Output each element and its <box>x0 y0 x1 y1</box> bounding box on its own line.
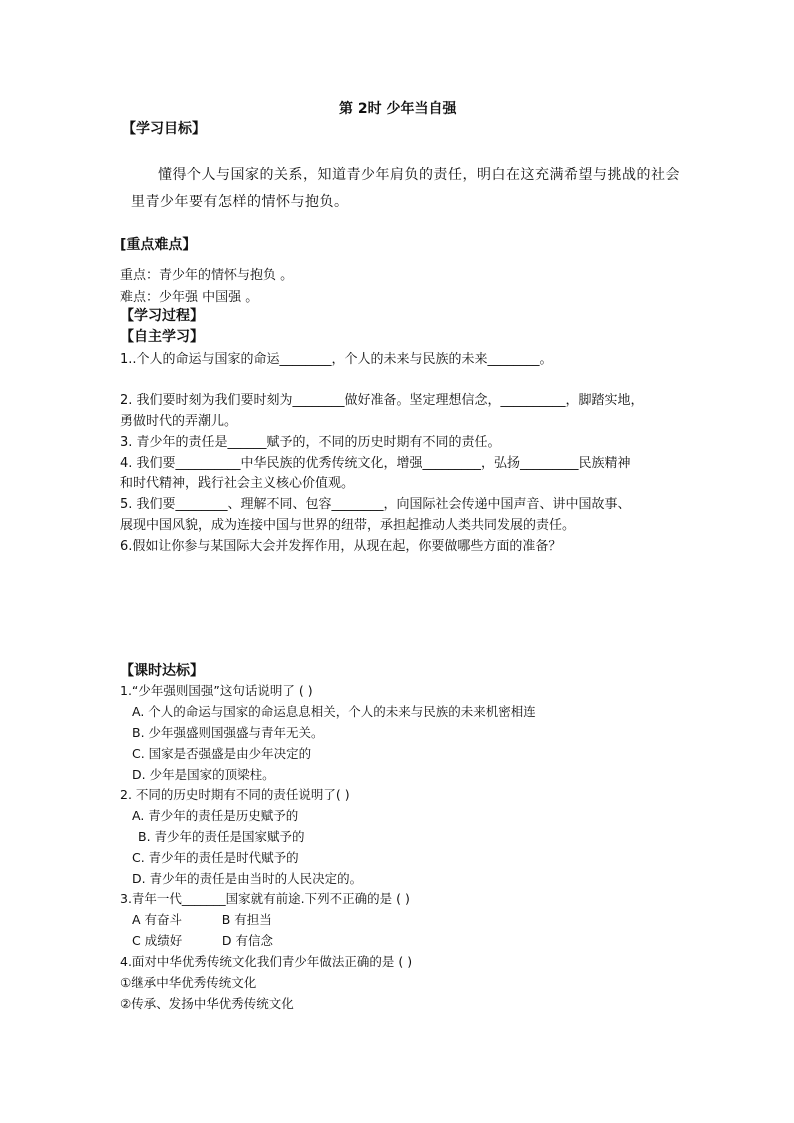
objectives-line-1: 懂得个人与国家的关系，知道青少年肩负的责任，明白在这充满希望与挑战的社会 <box>158 167 680 183</box>
practice-q3-options-ab: A 有奋斗 B 有担当 <box>132 912 272 927</box>
practice-q1-option-d: D. 少年是国家的顶梁柱。 <box>132 767 275 782</box>
objectives-heading: 【学习目标】 <box>122 121 206 137</box>
practice-q1-option-a: A. 个人的命运与国家的命运息息相关，个人的未来与民族的未来机密相连 <box>132 704 536 719</box>
self-study-q2-line-2: 勇做时代的弄潮儿。 <box>120 414 238 429</box>
self-study-q5-line-1: 5. 我们要________、理解不同、包容________，向国际社会传递中国声音、讲中国故事、 <box>120 497 631 512</box>
objectives-line-2: 里青少年要有怎样的情怀与抱负。 <box>131 194 349 210</box>
keypoints-heading: [重点难点】 <box>120 237 197 253</box>
practice-q3-options-cd: C 成绩好 D 有信念 <box>132 933 274 948</box>
process-heading: 【学习过程】 <box>120 308 204 324</box>
practice-heading: 【课时达标】 <box>120 663 204 679</box>
page-title: 第 2时 少年当自强 <box>339 101 457 117</box>
self-study-q1: 1..个人的命运与国家的命运________，个人的未来与民族的未来________。 <box>120 352 553 367</box>
self-study-heading: 【自主学习】 <box>120 329 204 345</box>
self-study-q4-line-1: 4. 我们要__________中华民族的优秀传统文化，增强_________，弘扬_________民族精神 <box>120 456 631 471</box>
self-study-q4-line-2: 和时代精神，践行社会主义核心价值观。 <box>120 476 355 491</box>
self-study-q6: 6.假如让你参与某国际大会并发挥作用，从现在起，你要做哪些方面的准备？ <box>120 539 562 554</box>
self-study-q5-line-2: 展现中国风貌，成为连接中国与世界的纽带，承担起推动人类共同发展的责任。 <box>120 518 576 533</box>
practice-q2-option-c: C. 青少年的责任是时代赋予的 <box>132 850 299 865</box>
practice-q1-option-c: C. 国家是否强盛是由少年决定的 <box>132 746 312 761</box>
practice-q1: 1.“少年强则国强”这句话说明了 ( ) <box>120 683 313 698</box>
practice-q3: 3.青年一代_______国家就有前途.下列不正确的是 ( ) <box>120 891 410 906</box>
self-study-q2-line-1: 2. 我们要时刻为我们要时刻为________做好准备。坚定理想信念，__________，脚踏实地， <box>120 393 644 408</box>
self-study-q3: 3. 青少年的责任是______赋予的，不同的历史时期有不同的责任。 <box>120 435 501 450</box>
keypoints-focus: 重点：青少年的情怀与抱负 。 <box>120 268 294 283</box>
practice-q4-item-2: ②传承、发扬中华优秀传统文化 <box>120 996 294 1011</box>
practice-q2-option-a: A. 青少年的责任是历史赋予的 <box>132 808 299 823</box>
practice-q4-item-1: ①继承中华优秀传统文化 <box>120 975 257 990</box>
keypoints-difficulty: 难点：少年强 中国强 。 <box>120 290 259 305</box>
practice-q2-option-b: B. 青少年的责任是国家赋予的 <box>138 829 305 844</box>
practice-q1-option-b: B. 少年强盛则国强盛与青年无关。 <box>132 725 324 740</box>
practice-q2-option-d: D. 青少年的责任是由当时的人民决定的。 <box>132 871 363 886</box>
practice-q2: 2. 不同的历史时期有不同的责任说明了( ) <box>120 787 350 802</box>
practice-q4: 4.面对中华优秀传统文化我们青少年做法正确的是 ( ) <box>120 954 413 969</box>
